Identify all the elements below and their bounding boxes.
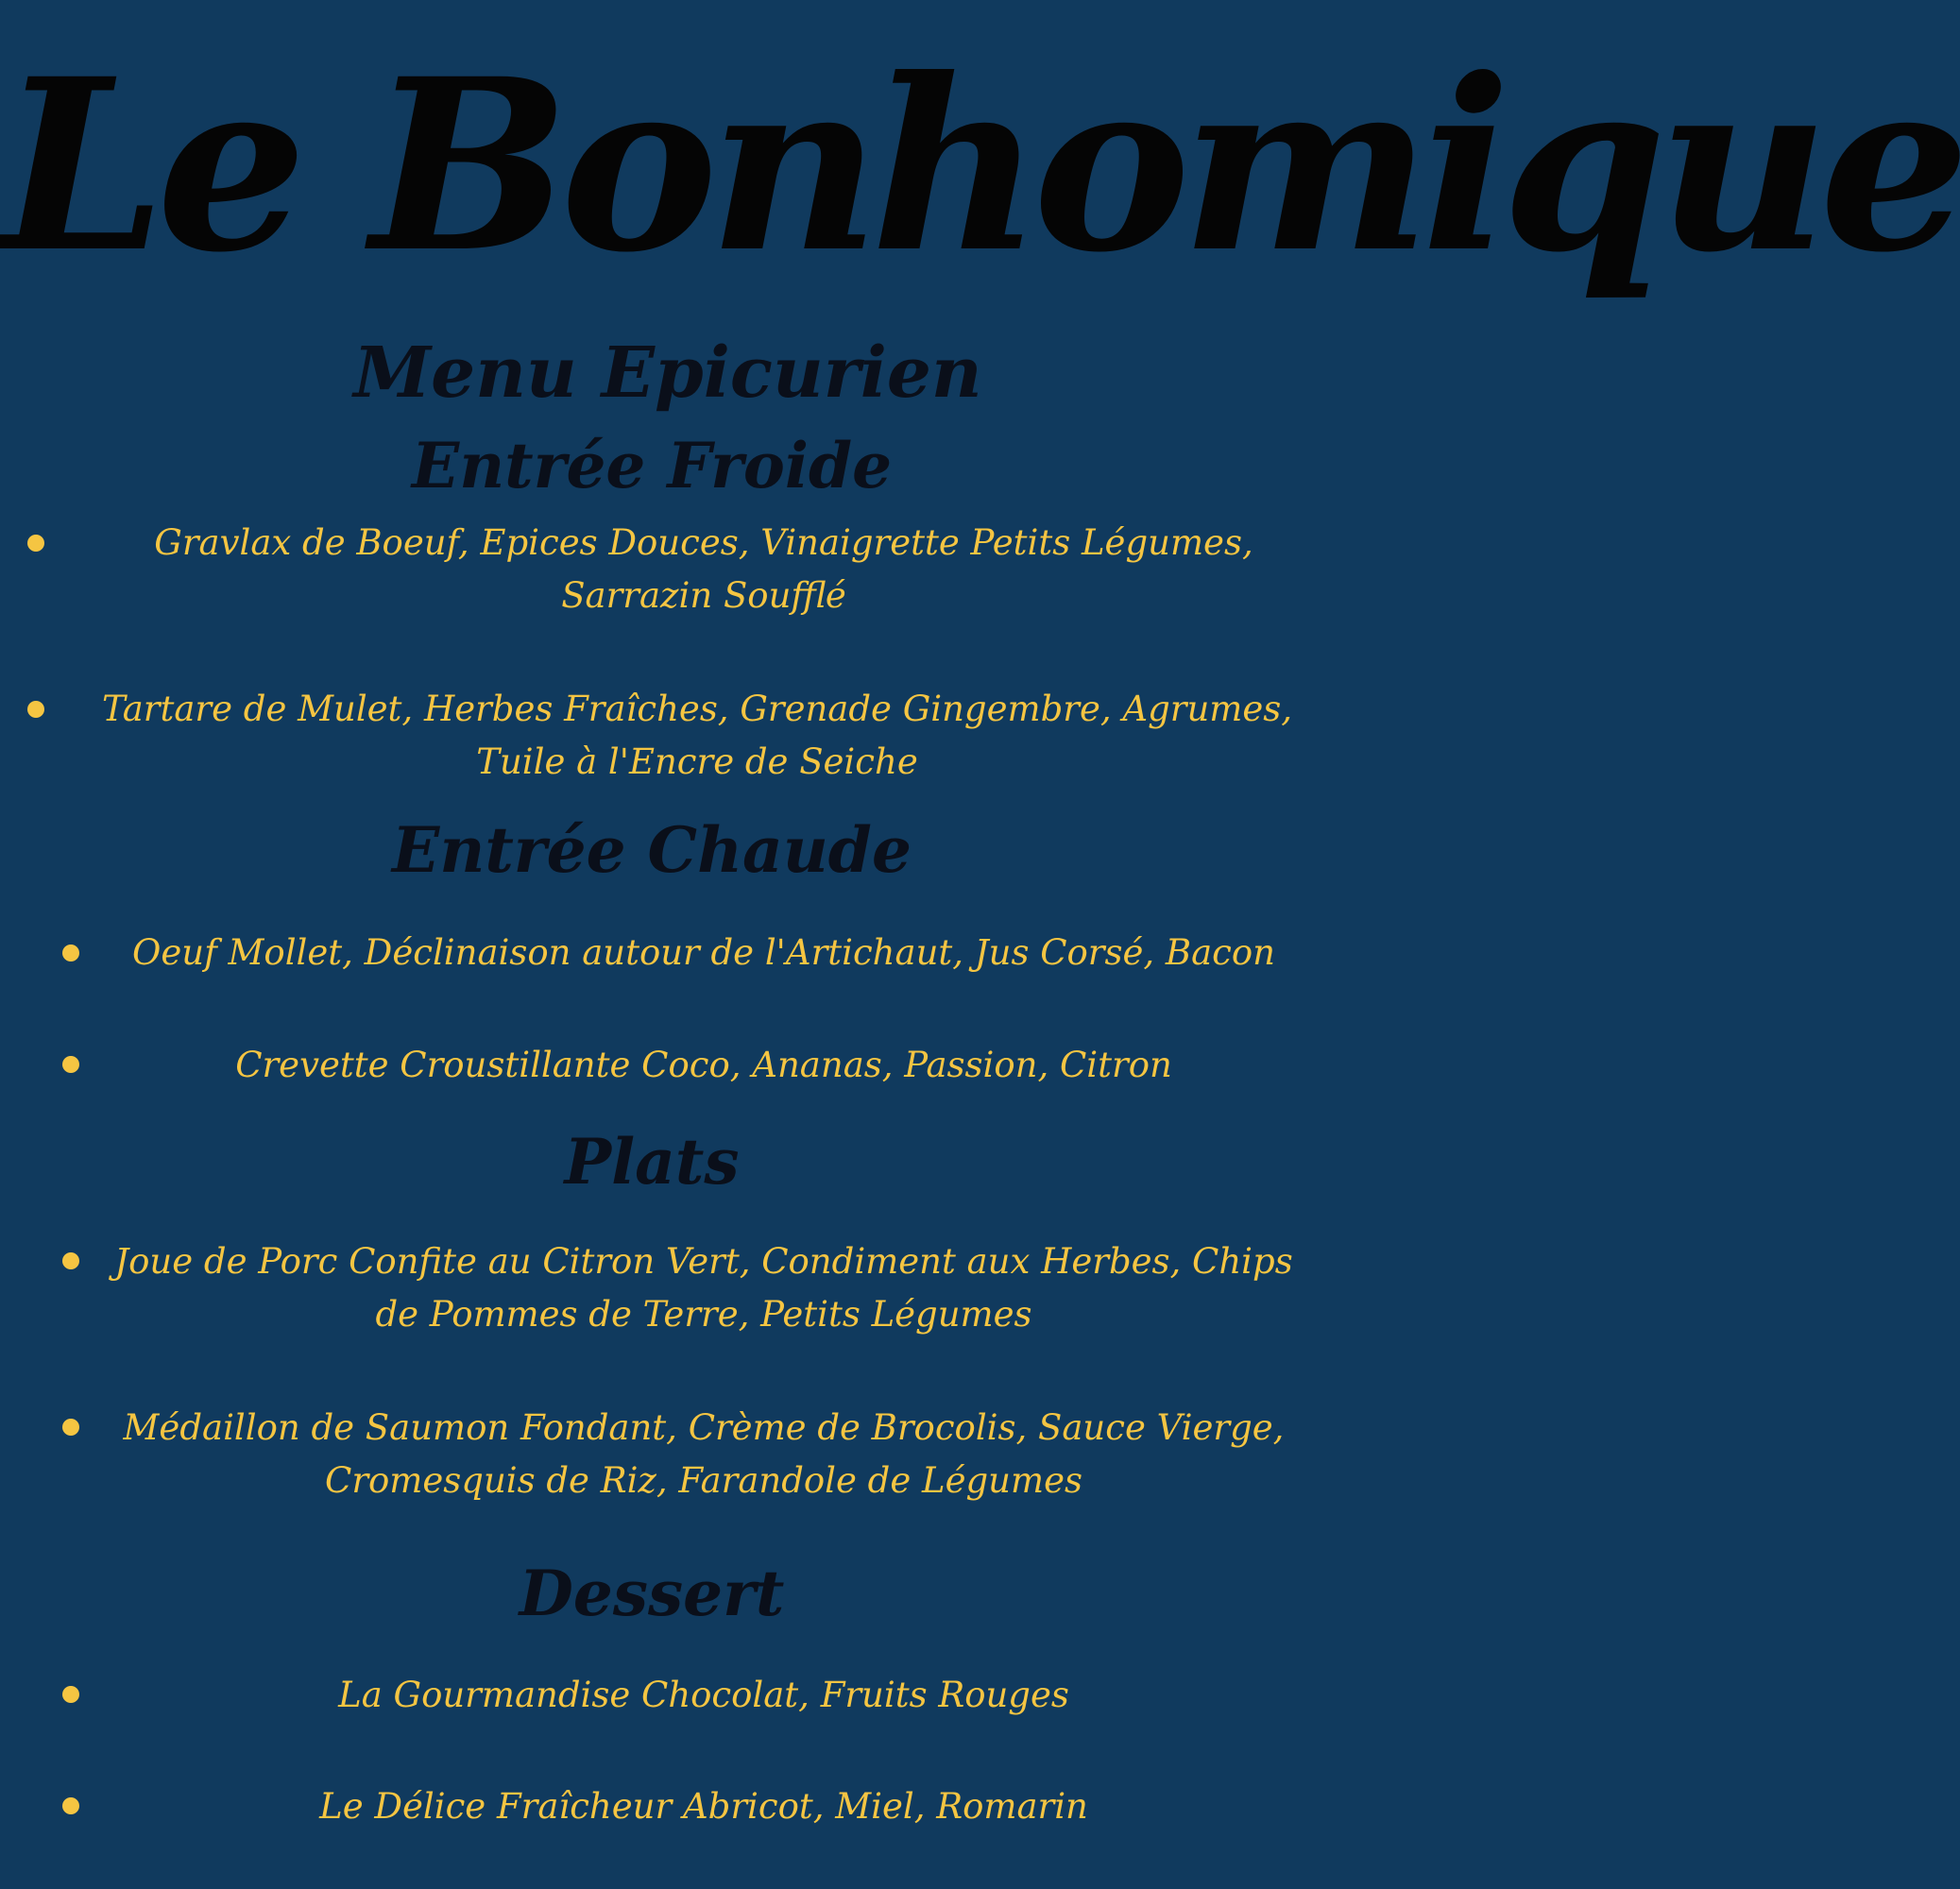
dish-item: Joue de Porc Confite au Citron Vert, Condiment aux Herbes, Chips de Pommes de Terre, Petits Légumes — [114, 1241, 1293, 1335]
dish-item: Oeuf Mollet, Déclinaison autour de l'Artichaut, Jus Corsé, Bacon — [132, 932, 1275, 973]
bullet-icon — [62, 1419, 79, 1436]
restaurant-name: Le Bonhomique — [0, 26, 1960, 304]
dish-item: Crevette Croustillante Coco, Ananas, Passion, Citron — [235, 1045, 1172, 1085]
bullet-icon — [62, 1056, 79, 1073]
bullet-icon — [27, 701, 44, 718]
menu-title: Menu Epicurien — [353, 332, 982, 414]
dish-item: Le Délice Fraîcheur Abricot, Miel, Romarin — [319, 1786, 1088, 1827]
bullet-icon — [62, 944, 79, 962]
section-title-entree-froide: Entrée Froide — [411, 429, 893, 502]
section-title-entree-chaude: Entrée Chaude — [392, 813, 912, 887]
dish-item: Médaillon de Saumon Fondant, Crème de Brocolis, Sauce Vierge, Cromesquis de Riz, Farandole de Légumes — [123, 1407, 1285, 1501]
section-title-dessert: Dessert — [519, 1557, 785, 1630]
section-title-plats: Plats — [564, 1125, 740, 1199]
dish-item: Gravlax de Boeuf, Epices Douces, Vinaigrette Petits Légumes, Sarrazin Soufflé — [154, 522, 1253, 616]
dish-item: Tartare de Mulet, Herbes Fraîches, Grenade Gingembre, Agrumes, Tuile à l'Encre de Seiche — [101, 689, 1293, 782]
bullet-icon — [62, 1686, 79, 1703]
bullet-icon — [62, 1252, 79, 1269]
dish-item: La Gourmandise Chocolat, Fruits Rouges — [338, 1675, 1069, 1715]
bullet-icon — [27, 535, 44, 552]
bullet-icon — [62, 1797, 79, 1814]
